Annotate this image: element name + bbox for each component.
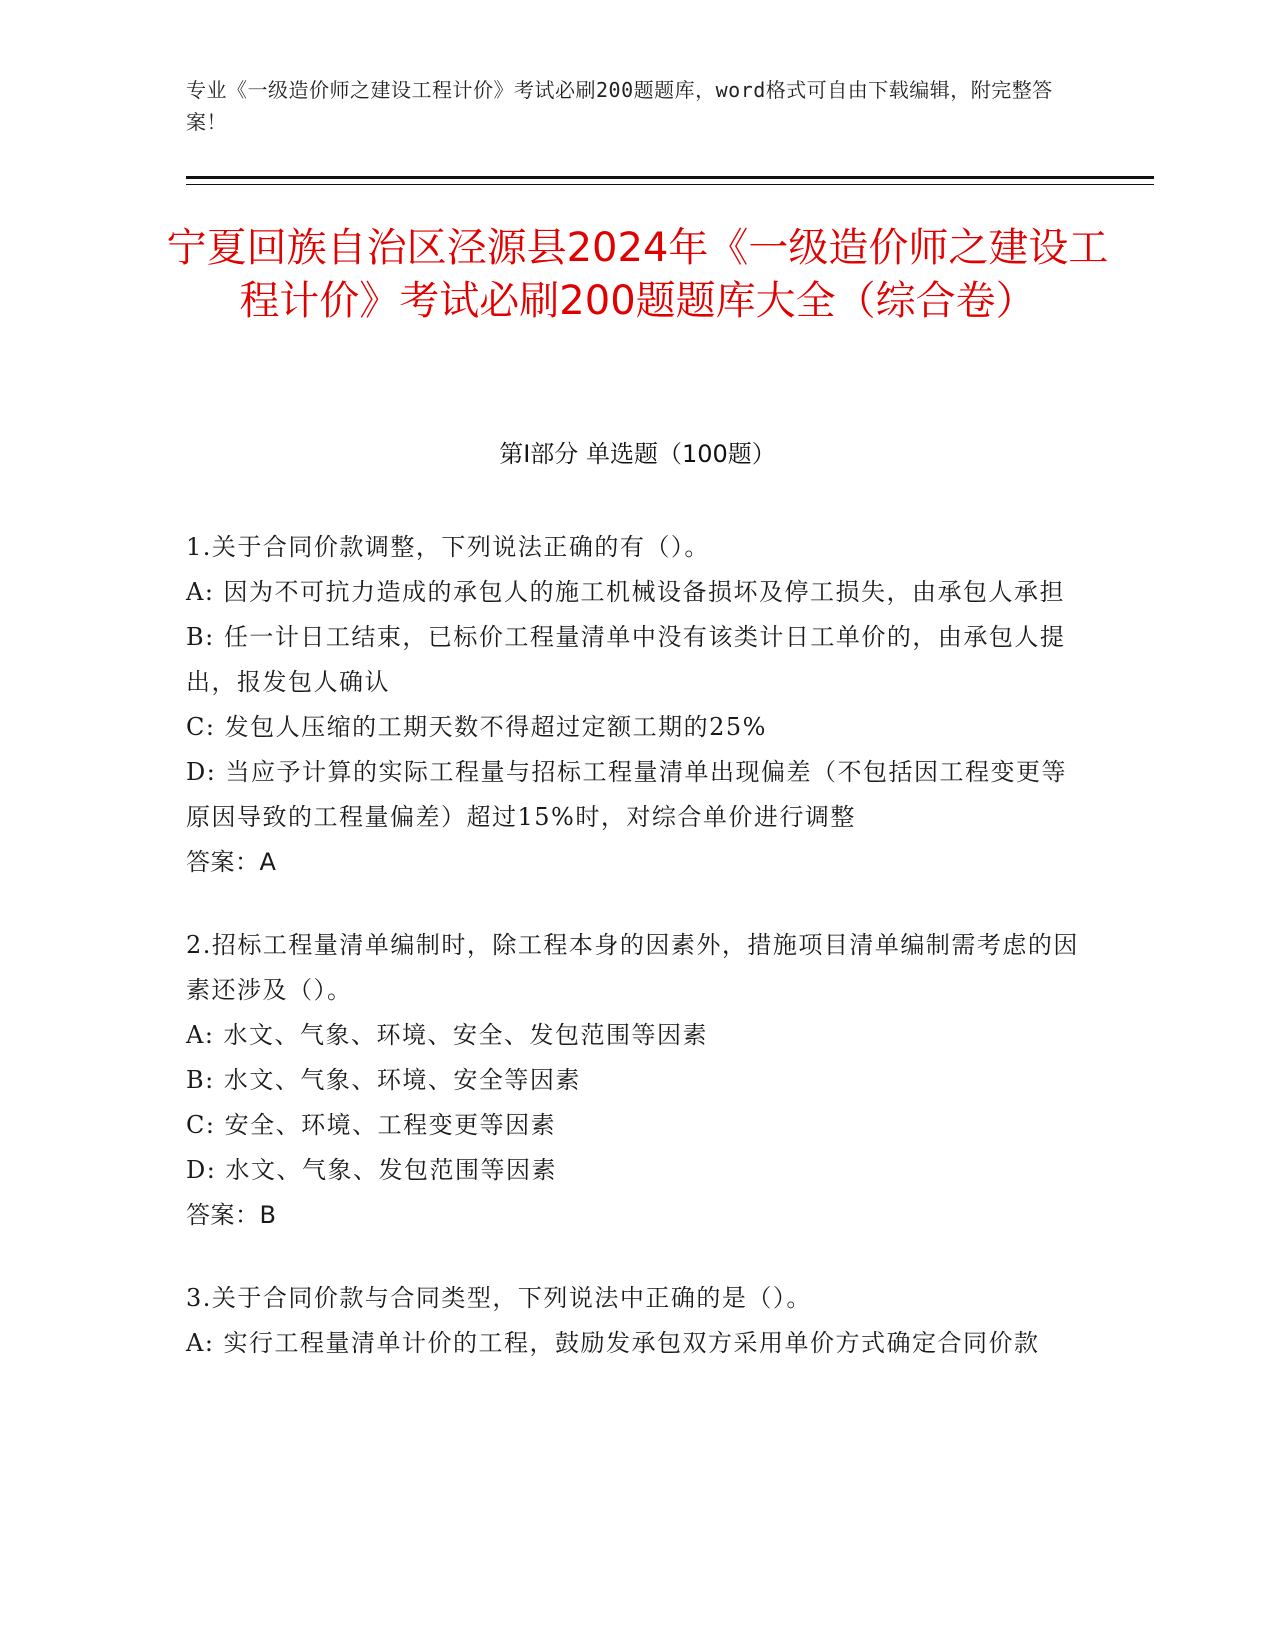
header-divider-thin	[186, 184, 1154, 185]
option-b: B: 水文、气象、环境、安全等因素	[186, 1066, 581, 1094]
option-d: D: 当应予计算的实际工程量与招标工程量清单出现偏差（不包括因工程变更等原因导致的工程量偏差）超过15%时，对综合单价进行调整	[186, 758, 1067, 831]
question-stem: 1.关于合同价款调整，下列说法正确的有（）。	[186, 533, 710, 561]
option-b: B: 任一计日工结束，已标价工程量清单中没有该类计日工单价的，由承包人提出，报发包人确认	[186, 623, 1066, 696]
header-divider-thick	[186, 176, 1154, 179]
option-a: A: 水文、气象、环境、安全、发包范围等因素	[186, 1021, 709, 1049]
option-d: D: 水文、气象、发包范围等因素	[186, 1156, 557, 1184]
option-c: C: 安全、环境、工程变更等因素	[186, 1111, 557, 1139]
section-heading: 第I部分 单选题（100题）	[499, 440, 776, 468]
question-list	[186, 525, 1086, 1404]
answer-line: 答案：B	[186, 1201, 277, 1229]
question-item	[186, 1276, 1086, 1366]
document-title: 宁夏回族自治区泾源县2024年《一级造价师之建设工程计价》考试必刷200题题库大全（综合卷）	[166, 225, 1109, 324]
question-stem: 2.招标工程量清单编制时，除工程本身的因素外，措施项目清单编制需考虑的因素还涉及（）。	[186, 931, 1079, 1004]
question-stem: 3.关于合同价款与合同类型，下列说法中正确的是（）。	[186, 1284, 812, 1312]
option-c: C: 发包人压缩的工期天数不得超过定额工期的25%	[186, 713, 767, 741]
option-a: A: 因为不可抗力造成的承包人的施工机械设备损坏及停工损失，由承包人承担	[186, 578, 1066, 606]
question-item	[186, 525, 1086, 885]
option-a: A: 实行工程量清单计价的工程，鼓励发承包双方采用单价方式确定合同价款	[186, 1329, 1040, 1357]
question-item	[186, 923, 1086, 1238]
answer-line: 答案：A	[186, 848, 277, 876]
header-note: 专业《一级造价师之建设工程计价》考试必刷200题题库，word格式可自由下载编辑，附完整答案！	[186, 78, 1053, 134]
